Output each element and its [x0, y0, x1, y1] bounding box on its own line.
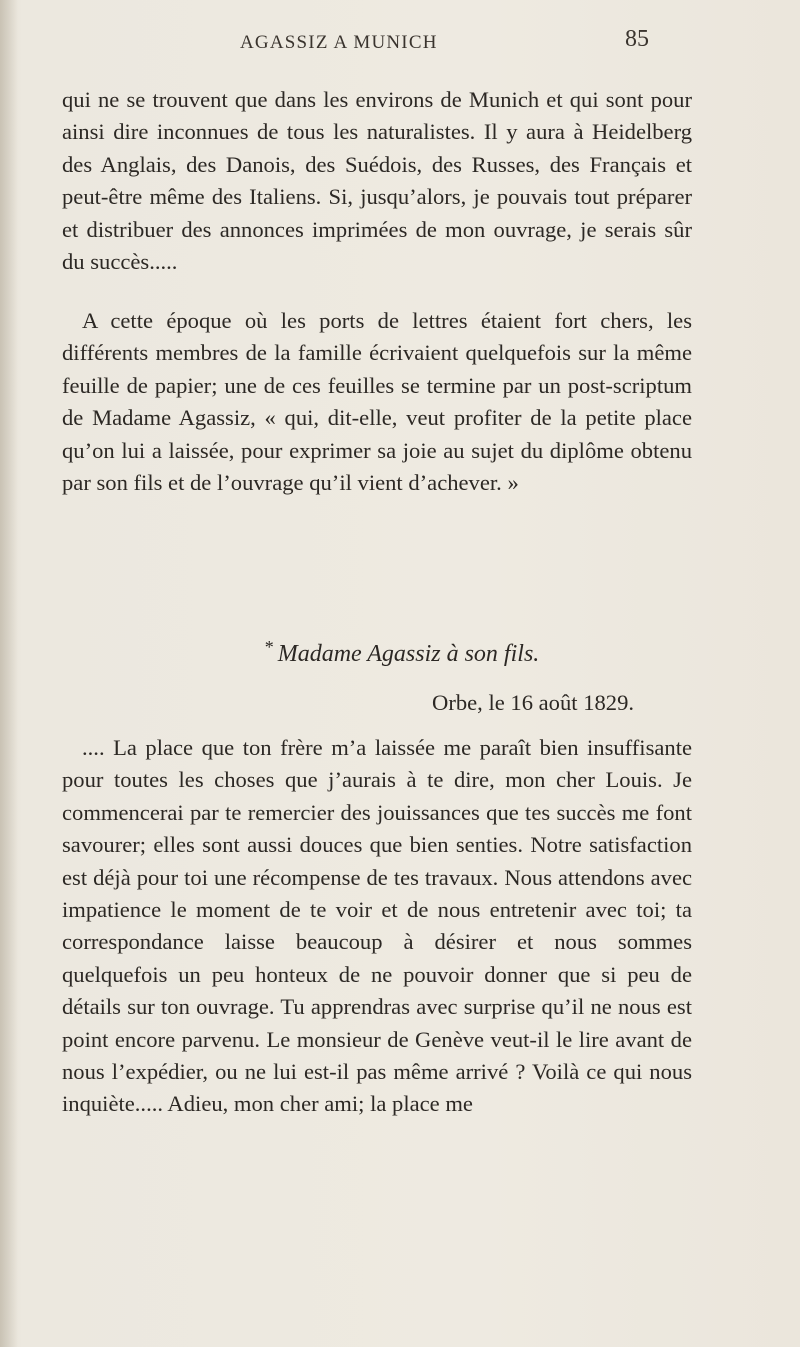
- paragraph-3: .... La place que ton frère m’a laissée me paraît bien insuffisante pour toutes les choses que j’aurais à te dire, mon cher Louis. Je commencerai par te remercier des jouissances que tes succès me font savourer; elles sont aussi douces que bien senties. Notre satisfaction est déjà pour toi une récompense de tes travaux. Nous attendons avec impatience le moment de te voir et de nous entretenir avec toi; ta correspondance laisse beaucoup à désirer et nous sommes quelquefois un peu honteux de ne pouvoir donner que si peu de détails sur ton ouvrage. Tu apprendras avec surprise qu’il ne nous est point encore parvenu. Le monsieur de Genève veut-il le lire avant de nous l’expédier, ou ne lui est-il pas même arrivé ? Voilà ce qui nous inquiète..... Adieu, mon cher ami; la place me: [62, 735, 692, 1117]
- paragraph-2: A cette époque où les ports de lettres étaient fort chers, les différents membres de la famille écrivaient quelquefois sur la même feuille de papier; une de ces feuilles se termine par un post-scriptum de Madame Agassiz, « qui, dit-elle, veut profiter de la petite place qu’on lui a laissée, pour exprimer sa joie au sujet du diplôme obtenu par son fils et de l’ouvrage qu’il vient d’achever. »: [62, 308, 692, 496]
- footnote-marker: *: [264, 637, 274, 657]
- running-title: AGASSIZ A MUNICH: [240, 32, 438, 53]
- paragraph-1: qui ne se trouvent que dans les environs de Munich et qui sont pour ainsi dire inconnues de tous les naturalistes. Il y aura à Heidelberg des Anglais, des Danois, des Suédois, des Russes, des Français et peut-être même des Italiens. Si, jusqu’alors, je pouvais tout préparer et distribuer des annonces imprimées de mon ouvrage, je serais sûr du succès.....: [62, 87, 692, 275]
- dateline: Orbe, le 16 août 1829.: [432, 690, 635, 715]
- page-number: 85: [625, 26, 649, 52]
- page-header: [0, 26, 800, 62]
- letter-heading-text: Madame Agassiz à son fils.: [277, 641, 540, 667]
- letter-heading: [0, 637, 800, 668]
- gutter-shadow: [0, 0, 18, 1347]
